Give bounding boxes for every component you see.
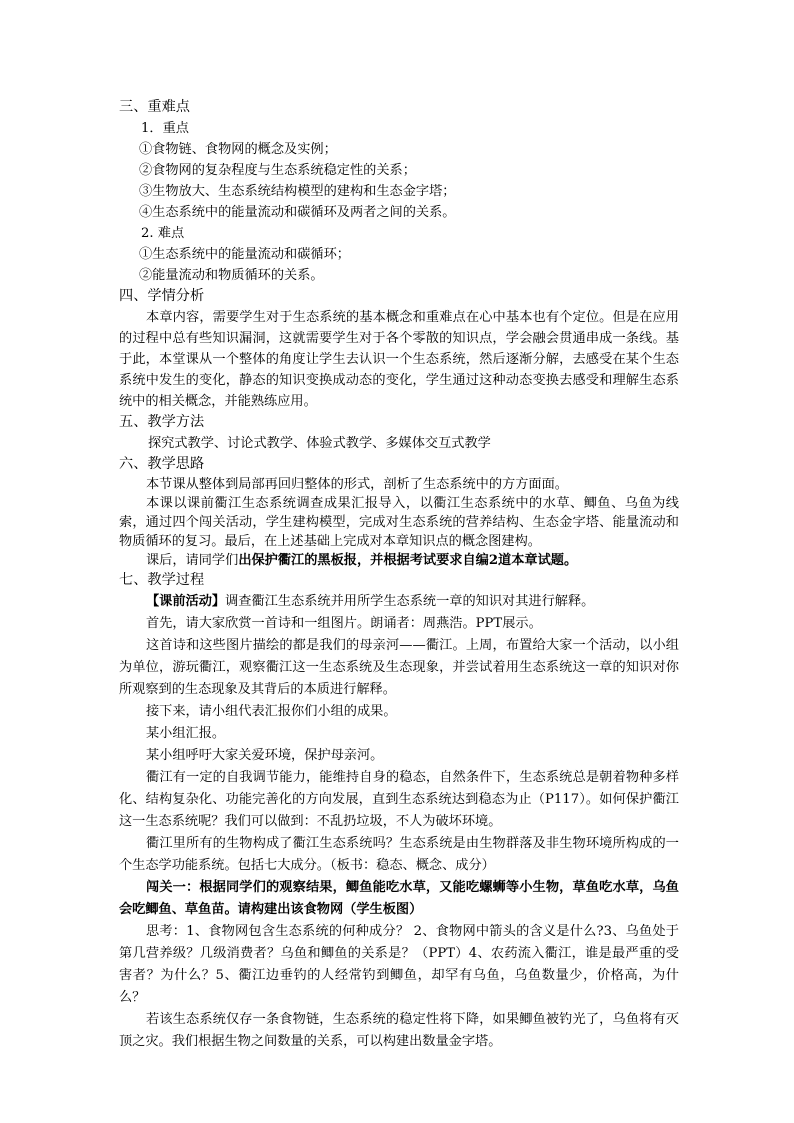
paragraph: 本章内容，需要学生对于生态系统的基本概念和重难点在心中基本也有个定位。但是在应用的过程中总有些知识漏洞，这就需要学生对于各个零散的知识点，学会融会贯通串成一条线。基于此，本堂课从一个整体的角度让学生去认识一个生态系统，然后逐渐分解，去感受在某个生态系统中发生的变化，静态的知识变换成动态的变化，学生通过这种动态变换去感受和理解生态系统中的相关概念，并能熟练应用。 xyxy=(119,310,679,409)
homework-text: 课后，请同学们 xyxy=(146,553,239,568)
document-body xyxy=(119,97,679,1053)
paragraph-pre-activity xyxy=(119,591,679,613)
paragraph: 某小组汇报。 xyxy=(146,726,226,741)
paragraph-homework xyxy=(119,551,679,570)
paragraph: 接下来，请小组代表汇报你们小组的成果。 xyxy=(146,704,397,719)
paragraph: 本节课从整体到局部再回归整体的形式，剖析了生态系统中的方方面面。 xyxy=(146,477,568,492)
subheading-key: 1．重点 xyxy=(141,121,189,136)
section-heading-teaching-ideas: 六、教学思路 xyxy=(119,456,205,472)
list-item: ③生物放大、生态系统结构模型的建构和生态金字塔； xyxy=(139,184,456,199)
paragraph: 若该生态系统仅存一条食物链，生态系统的稳定性将下降，如果鲫鱼被钓光了，乌鱼将有灭顶之灾。我们根据生物之间数量的关系，可以构建出数量金字塔。 xyxy=(119,1012,679,1049)
paragraph: 某小组呼吁大家关爱环境，保护母亲河。 xyxy=(146,748,384,763)
list-item: ①生态系统中的能量流动和碳循环； xyxy=(139,247,350,262)
subheading-difficult: 2. 难点 xyxy=(141,226,185,241)
paragraph: 衢江里所有的生物构成了衢江生态系统吗？生态系统是由生物群落及非生物环境所构成的一个生态学功能系统。包括七大成分。（板书：稳态、概念、成分） xyxy=(119,836,679,873)
paragraph: 本课以课前衢江生态系统调查成果汇报导入，以衢江生态系统中的水草、鲫鱼、乌鱼为线索，通过四个闯关活动，学生建构模型，完成对生态系统的营养结构、生态金字塔、能量流动和物质循环的复习。最后，在上述基础上完成对本章知识点的概念图建构。 xyxy=(119,496,679,549)
section-heading-key-points: 三、重难点 xyxy=(119,99,190,115)
homework-bold-text: 出保护衢江的黑板报，并根据考试要求自编2道本章试题。 xyxy=(238,553,578,568)
list-item: ①食物链、食物网的概念及实例； xyxy=(139,142,337,157)
list-item: ②食物网的复杂程度与生态系统稳定性的关系； xyxy=(139,163,416,178)
paragraph: 衢江有一定的自我调节能力，能维持自身的稳态，自然条件下，生态系统总是朝着物种多样化、结构复杂化、功能完善化的方向发展，直到生态系统达到稳态为止（P117）。如何保护衢江这一生态系统呢？我们可以做到：不乱扔垃圾，不人为破坏环境。 xyxy=(119,770,679,829)
pre-activity-label: 【课前活动】 xyxy=(146,594,226,609)
paragraph-level-one: 闯关一：根据同学们的观察结果，鲫鱼能吃水草，又能吃螺蛳等小生物，草鱼吃水草，乌鱼会吃鲫鱼、草鱼苗。请构建出该食物网（学生板图） xyxy=(119,880,679,917)
section-heading-student-analysis: 四、学情分析 xyxy=(119,288,205,304)
paragraph: 首先，请大家欣赏一首诗和一组图片。朗诵者：周燕浩。PPT展示。 xyxy=(146,616,542,631)
paragraph-questions: 思考：1、食物网包含生态系统的何种成分？ 2、食物网中箭头的含义是什么?3、乌鱼处于第几营养级？几级消费者？乌鱼和鲫鱼的关系是？（PPT）4、农药流入衢江，谁是最严重的受害者？为什么？5、衢江边垂钓的人经常钓到鲫鱼，却罕有乌鱼，乌鱼数量少，价格高，为什么？ xyxy=(119,924,679,1005)
teaching-methods-text: 探究式教学、讨论式教学、体验式教学、多媒体交互式教学 xyxy=(148,436,491,451)
list-item: ②能量流动和物质循环的关系。 xyxy=(139,268,324,283)
pre-activity-text: 调查衢江生态系统并用所学生态系统一章的知识对其进行解释。 xyxy=(225,594,595,609)
section-heading-teaching-methods: 五、教学方法 xyxy=(119,414,205,430)
list-item: ④生态系统中的能量流动和碳循环及两者之间的关系。 xyxy=(139,205,456,220)
section-heading-teaching-process: 七、教学过程 xyxy=(119,572,205,588)
paragraph: 这首诗和这些图片描绘的都是我们的母亲河——衢江。上周，布置给大家一个活动，以小组为单位，游玩衢江，观察衢江这一生态系统及生态现象，并尝试着用生态系统这一章的知识对你所观察到的生态现象及其背后的本质进行解释。 xyxy=(119,638,679,697)
